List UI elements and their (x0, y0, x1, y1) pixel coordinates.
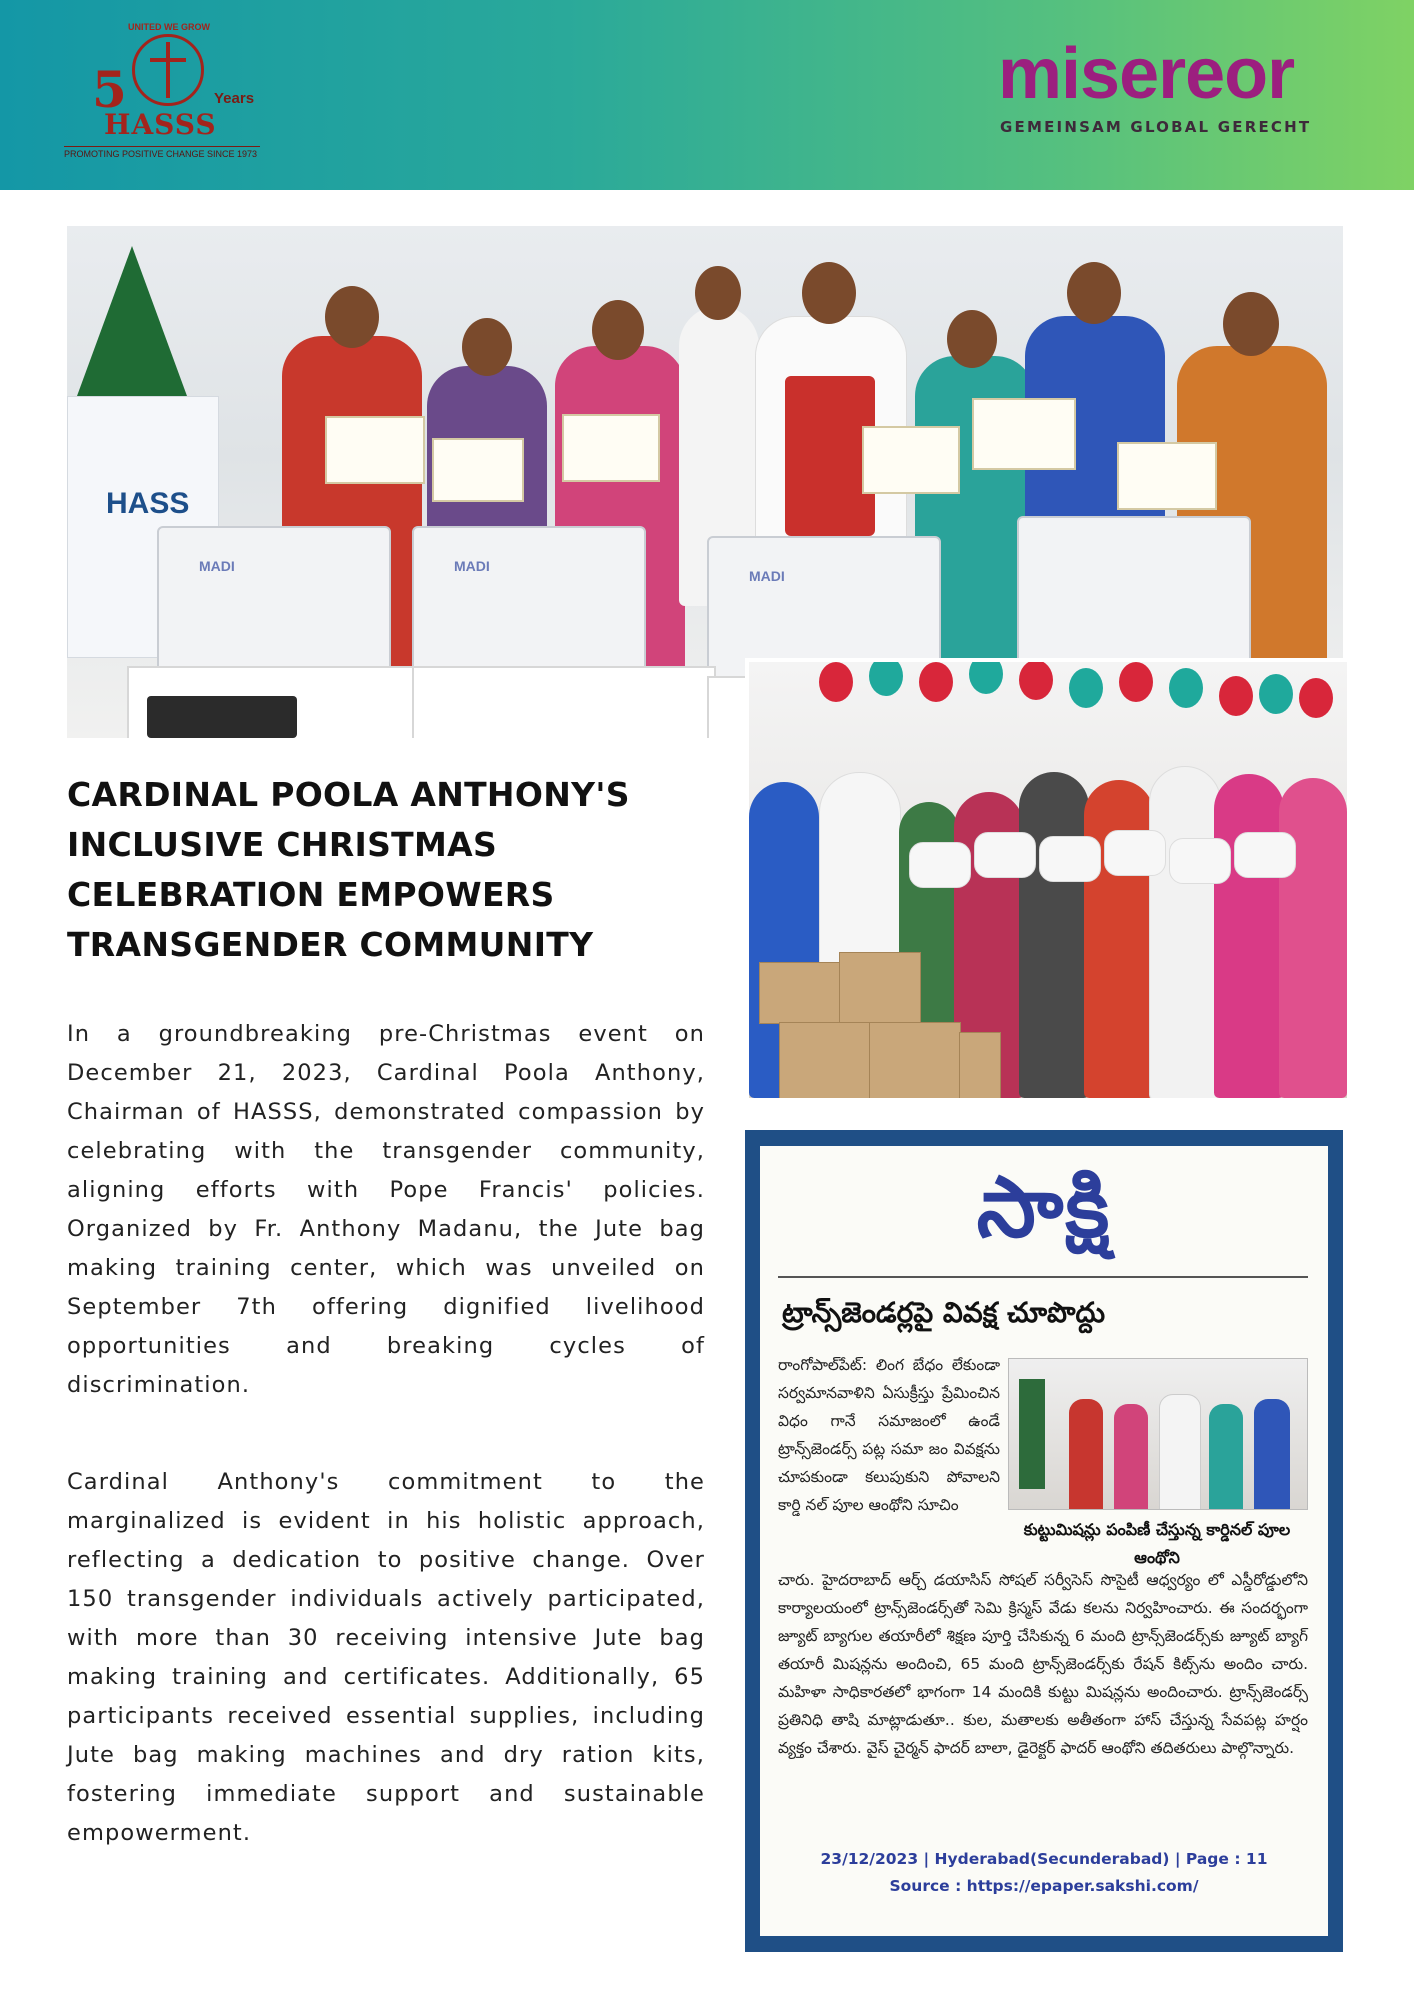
clipping-source-link[interactable]: Source : https://epaper.sakshi.com/ (889, 1877, 1199, 1895)
misereor-wordmark: misereor (998, 34, 1295, 114)
laptop (147, 696, 297, 738)
clipping-photo (1008, 1358, 1308, 1510)
balloon (1219, 676, 1253, 716)
sewing-machine (157, 526, 391, 680)
machine-carton (759, 962, 841, 1024)
balloon (1169, 668, 1203, 708)
certificate (432, 438, 524, 502)
christmas-tree-icon (77, 246, 187, 396)
person-head (947, 310, 997, 368)
machine-carton (869, 1022, 961, 1098)
sewing-machine (1017, 516, 1251, 670)
certificate (562, 414, 660, 482)
balloon (1119, 662, 1153, 702)
person-head (1067, 262, 1121, 324)
article-paragraph-2: Cardinal Anthony's commitment to the marginalized is evident in his holistic approach, reflecting a dedication to positive change. Over 150 transgender individuals actively participated, with more than 30 receiving intensive Jute bag making training and certificates. Additionally, 65 participants received essential supplies, including Jute bag making machines and dry ration kits, fostering immediate support and sustainable empowerment. (67, 1469, 705, 1846)
newspaper-masthead: సాక్షి (976, 1158, 1112, 1256)
person (1114, 1404, 1148, 1509)
certificate (1117, 442, 1217, 510)
hasss-fifty-number: 5 (92, 60, 127, 119)
clipping-date-line: 23/12/2023 | Hyderabad(Secunderabad) | Page : 11 (820, 1850, 1268, 1868)
cross-icon (166, 42, 170, 98)
machine-brand: MADI (199, 558, 235, 574)
person-head (592, 300, 644, 360)
clipping-body-text: చారు. హైదరాబాద్ ఆర్చ్ డయాసిస్ సోషల్ సర్వీసెస్ సొసైటీ ఆధ్వర్యం లో ఎస్డీరోడ్డులోని కార్యాలయంలో ట్రాన్స్‌జెండర్స్‌తో సెమి క్రిస్మస్ వేడు కలను నిర్వహించారు. ఈ సందర్భంగా జ్యూట్ బ్యాగుల తయారీలో శిక్షణ పూర్తి చేసికున్న 6 మంది ట్రాన్స్‌జెండర్స్‌కు జ్యూట్ బ్యాగ్ తయారీ మిషన్లను అందించి, 65 మంది ట్రాన్స్‌జెండర్స్‌కు రేషన్ కిట్స్‌ను అందిం చారు. మహిళా సాధికారతలో భాగంగా 14 మందికి కుట్టు మిషన్లను అందించారు. ట్రాన్స్‌జెండర్స్ ప్రతినిధి తాషి మాట్లాడుతూ.. కుల, మతాలకు అతీతంగా హాస్ చేస్తున్న సేవపట్ల హర్షం వ్యక్తం చేశారు. వైస్ చైర్మన్ ఫాదర్ బాలా, డైరెక్టర్ ఫాదర్ ఆంథోని తదితరులు పాల్గొన్నారు. (778, 1571, 1308, 1757)
misereor-logo (998, 34, 1338, 148)
person (1279, 778, 1347, 1098)
article-paragraph-1: In a groundbreaking pre-Christmas event on December 21, 2023, Cardinal Poola Anthony, Chairman of HASSS, demonstrated compassion by celebrating with the transgender community, aligning efforts with Pope Francis' policies. Organized by Fr. Anthony Madanu, the Jute bag making training center, which was unveiled on September 7th offering dignified livelihood opportunities and breaking cycles of discrimination. (67, 1021, 705, 1398)
person-head (1223, 292, 1279, 356)
event-photo-supplies (745, 658, 1347, 1098)
ration-kit (1039, 836, 1101, 882)
person-head (462, 318, 512, 376)
banner-text: HASS (106, 487, 190, 520)
person (1209, 1404, 1243, 1509)
hasss-logo (62, 22, 262, 164)
ration-kit (909, 842, 971, 888)
ration-kit (974, 832, 1036, 878)
newspaper-clipping (760, 1146, 1328, 1936)
clipping-headline: ట్రాన్స్‌జెండర్లపై వివక్ష చూపొద్దు (782, 1296, 1106, 1329)
balloon (1259, 674, 1293, 714)
balloon (1019, 660, 1053, 700)
machine-carton (839, 952, 921, 1024)
clipping-intro-text: రాంగోపాల్‌పేట్: లింగ బేధం లేకుండా సర్వమానవాళిని ఏసుక్రీస్తు ప్రేమించిన విధం గానే సమాజంలో ఉండే ట్రాన్స్‌జెండర్స్ పట్ల సమా జం వివక్షను చూపకుండా కలుపుకుని పోవాలని కార్డి నల్ పూల ఆంథోని సూచిం (778, 1356, 1000, 1514)
person (1149, 766, 1221, 1098)
page-header (0, 0, 1414, 190)
person-head (325, 286, 379, 348)
hasss-arc-text: UNITED WE GROW (128, 22, 210, 32)
person (1019, 772, 1089, 1098)
ration-kit (1104, 830, 1166, 876)
ration-kit (1234, 832, 1296, 878)
clipping-source (760, 1846, 1328, 1900)
machine-carton (779, 1022, 871, 1098)
balloon (969, 658, 1003, 694)
balloon (1299, 678, 1333, 718)
sewing-machine (412, 526, 646, 680)
balloon (1069, 668, 1103, 708)
person-head (802, 262, 856, 324)
machine-box (412, 666, 716, 738)
machine-brand: MADI (454, 558, 490, 574)
christmas-tree-icon (1019, 1379, 1045, 1489)
machine-brand: MADI (749, 568, 785, 584)
person (1084, 780, 1154, 1098)
masthead-rule (778, 1276, 1308, 1278)
cross-icon-bar (150, 58, 186, 62)
person (1254, 1399, 1290, 1509)
balloon (819, 662, 853, 702)
cardinal (1159, 1394, 1201, 1510)
person (1069, 1399, 1103, 1509)
hasss-tagline: PROMOTING POSITIVE CHANGE SINCE 1973 (64, 146, 260, 159)
clipping-photo-caption: కుట్టుమిషన్లు పంపిణీ చేస్తున్న కార్డినల్ పూల ఆంథోని (1023, 1520, 1291, 1567)
ration-kit (1169, 838, 1231, 884)
hasss-name: HASSS (104, 108, 217, 141)
certificate (325, 416, 425, 484)
person (1214, 774, 1284, 1098)
machine-carton (959, 1032, 1001, 1098)
certificate (862, 426, 960, 494)
hasss-years-label: Years (214, 90, 255, 107)
certificate (972, 398, 1076, 470)
person-head (695, 266, 741, 320)
balloon (869, 658, 903, 696)
article-headline: CARDINAL POOLA ANTHONY'S INCLUSIVE CHRISTMAS CELEBRATION EMPOWERS TRANSGENDER COMMUNITY (67, 775, 630, 964)
balloon (919, 662, 953, 702)
misereor-tagline: GEMEINSAM GLOBAL GERECHT (1000, 118, 1312, 136)
